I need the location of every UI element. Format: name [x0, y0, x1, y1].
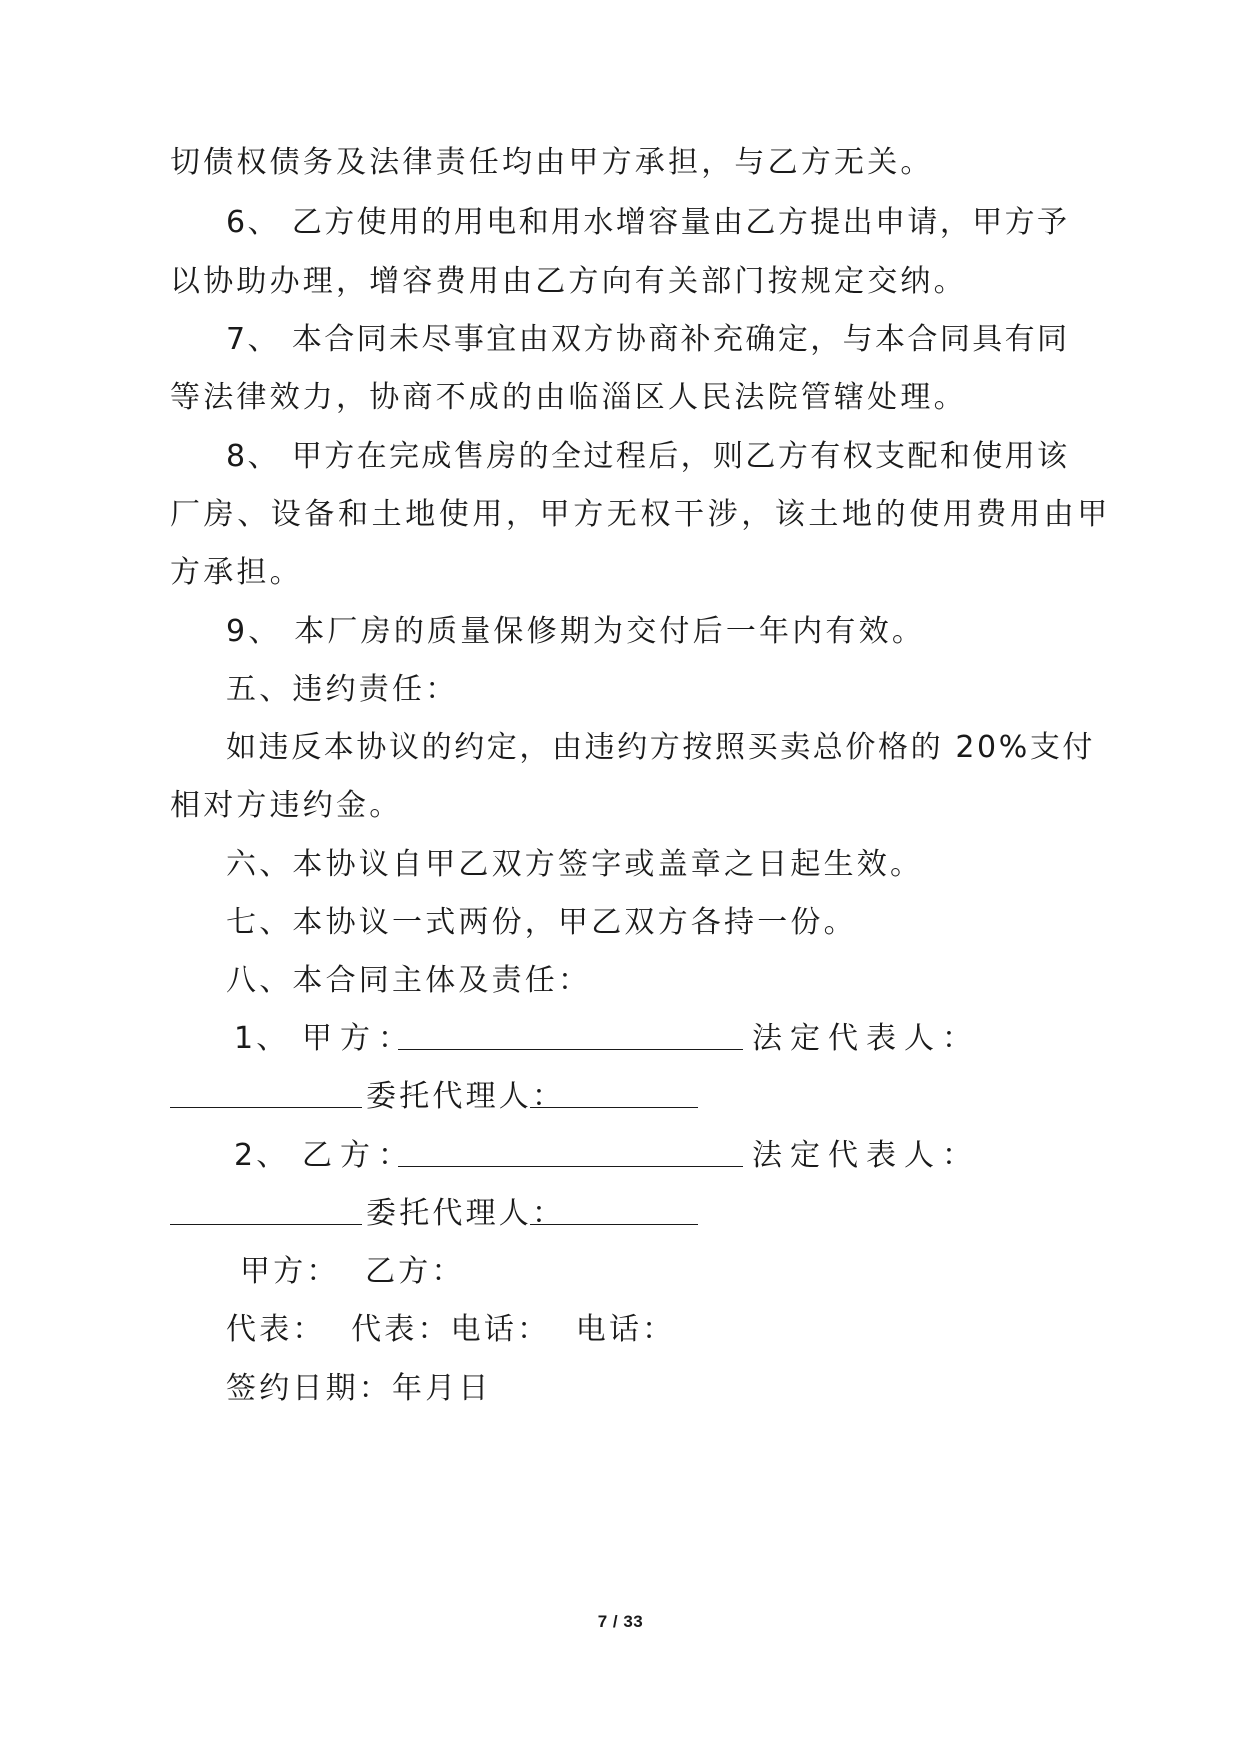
paragraph-text: 相对方违约金。: [170, 788, 403, 823]
representative-contacts: 代表： 代表：电话： 电话：: [226, 1312, 676, 1347]
clause-7-text: 7、 本合同未尽事宜由双方协商补充确定，与本合同具有同: [226, 322, 1070, 357]
paragraph-text: 如违反本协议的约定，由违约方按照买卖总价格的 20%支付: [226, 730, 1096, 765]
section-heading: 七、本协议一式两份，甲乙双方各持一份。: [226, 905, 857, 940]
party-label: 甲方：: [302, 1021, 416, 1056]
party-label: 乙方：: [302, 1138, 416, 1173]
agent-blank: [530, 1077, 698, 1108]
agent-label: 委托代理人：: [366, 1079, 566, 1114]
signing-date: 签约日期：年月日: [226, 1371, 492, 1406]
clause-9-text: 9、 本厂房的质量保修期为交付后一年内有效。: [226, 614, 926, 649]
party-b-name-blank: [398, 1136, 743, 1167]
page-number: 7 / 33: [597, 1612, 644, 1631]
section-heading: 六、本协议自甲乙双方签字或盖章之日起生效。: [226, 847, 924, 882]
clause-8-text: 8、 甲方在完成售房的全过程后，则乙方有权支配和使用该: [226, 439, 1070, 474]
paragraph-text: 方承担。: [170, 555, 303, 590]
section-heading: 五、违约责任：: [226, 672, 459, 707]
agent-label: 委托代理人：: [366, 1196, 566, 1231]
party-a-name-blank: [398, 1019, 743, 1050]
clause-6-text: 6、 乙方使用的用电和用水增容量由乙方提出申请，甲方予: [226, 205, 1070, 240]
item-number: 2、: [234, 1138, 290, 1173]
agent-blank: [530, 1194, 698, 1225]
legal-rep-label: 法定代表人：: [752, 1138, 980, 1173]
paragraph-text: 切债权债务及法律责任均由甲方承担，与乙方无关。: [170, 145, 934, 180]
signature-parties: 甲方： 乙方：: [240, 1254, 465, 1289]
legal-rep-blank: [170, 1194, 362, 1225]
paragraph-text: 等法律效力，协商不成的由临淄区人民法院管辖处理。: [170, 380, 967, 415]
paragraph-text: 厂房、设备和土地使用，甲方无权干涉，该土地的使用费用由甲: [170, 497, 1111, 532]
legal-rep-blank: [170, 1077, 362, 1108]
legal-rep-label: 法定代表人：: [752, 1021, 980, 1056]
section-heading: 八、本合同主体及责任：: [226, 963, 592, 998]
item-number: 1、: [234, 1021, 290, 1056]
paragraph-text: 以协助办理，增容费用由乙方向有关部门按规定交纳。: [170, 264, 967, 299]
